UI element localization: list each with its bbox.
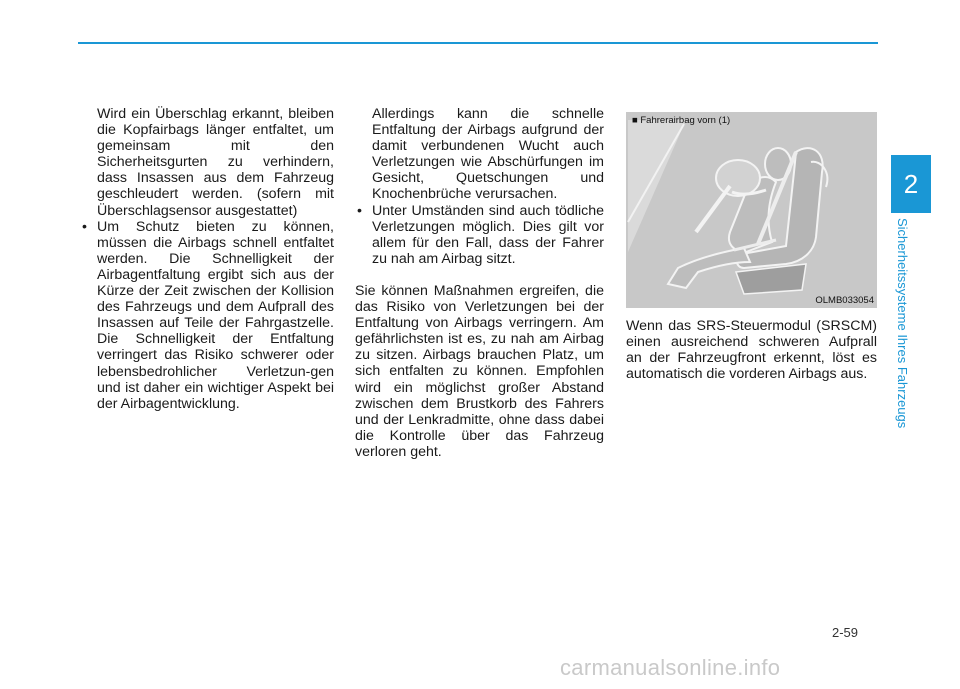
chapter-number-tab: 2 [891, 155, 931, 213]
bullet-dot: • [82, 218, 87, 235]
figure-code: OLMB033054 [815, 295, 874, 306]
text-column-1 [80, 106, 334, 412]
bullet-item-deployment-speed [80, 219, 334, 412]
watermark: carmanualsonline.info [560, 655, 781, 680]
paragraph-srscm: Wenn das SRS-Steuermodul (SRSCM) einen ausreichend schweren Aufprall an der Fahrzeugfront erkennt, löst es automatisch die vorderen Airbags aus. [626, 318, 877, 383]
driver-airbag-drawing [626, 112, 877, 308]
bullet-dot: • [357, 202, 362, 219]
bullet-text: Unter Umständen sind auch tödliche Verletzungen möglich. Dies gilt vor allem für den Fall, dass der Fahrer zu nah am Airbag sitzt. [372, 202, 604, 267]
chapter-title: Sicherheitssysteme Ihres Fahrzeugs [895, 218, 910, 429]
airbag-illustration [626, 112, 877, 308]
paragraph-rollover: Wird ein Überschlag erkannt, bleiben die Kopfairbags länger entfaltet, um gemeinsam mit den Sicherheitsgurten zu verhindern, dass Insassen aus dem Fahrzeug geschleudert werden. (sofern mit Überschlagsensor ausgestattet) [97, 106, 334, 219]
header-rule [78, 42, 878, 44]
paragraph-injuries: Allerdings kann die schnelle Entfaltung der Airbags aufgrund der damit verbundenen Wucht auch Verletzungen wie Abschürfungen im Gesicht, Quetschungen und Knochenbrüche verursachen. [372, 106, 604, 203]
page-number: 2-59 [832, 625, 859, 640]
figure-caption: ■ Fahrerairbag vorn (1) [632, 115, 731, 126]
text-column-3 [626, 318, 877, 382]
paragraph-precautions: Sie können Maßnahmen ergreifen, die das Risiko von Verletzungen bei der Entfaltung von Airbags verringern. Am gefährlichsten ist es, zu nah am Airbag zu sitzen. Airbags brauchen Platz, um sich entfalten zu können. Empfohlen wird ein möglichst großer Abstand zwischen dem Brustkorb des Fahrers und der Lenkradmitte, ohne dass dabei die Kontrolle über das Fahrzeug verloren geht. [355, 282, 604, 460]
bullet-text: Um Schutz bieten zu können, müssen die Airbags schnell entfaltet werden. Die Schnelligkeit der Airbagentfaltung ergibt sich aus der Kürze der Zeit zwischen der Kollision des Fahrzeugs und dem Aufprall des Insassen auf Teile der Fahrgastzelle. Die Schnelligkeit der Entfaltung verringert das Risiko schwerer oder lebensbedrohlicher Verletzun-gen und ist daher ein wichtiger Aspekt bei der Airbagentwicklung. [97, 218, 334, 412]
bullet-item-fatal-injuries [355, 203, 604, 267]
text-column-2 [355, 106, 604, 460]
